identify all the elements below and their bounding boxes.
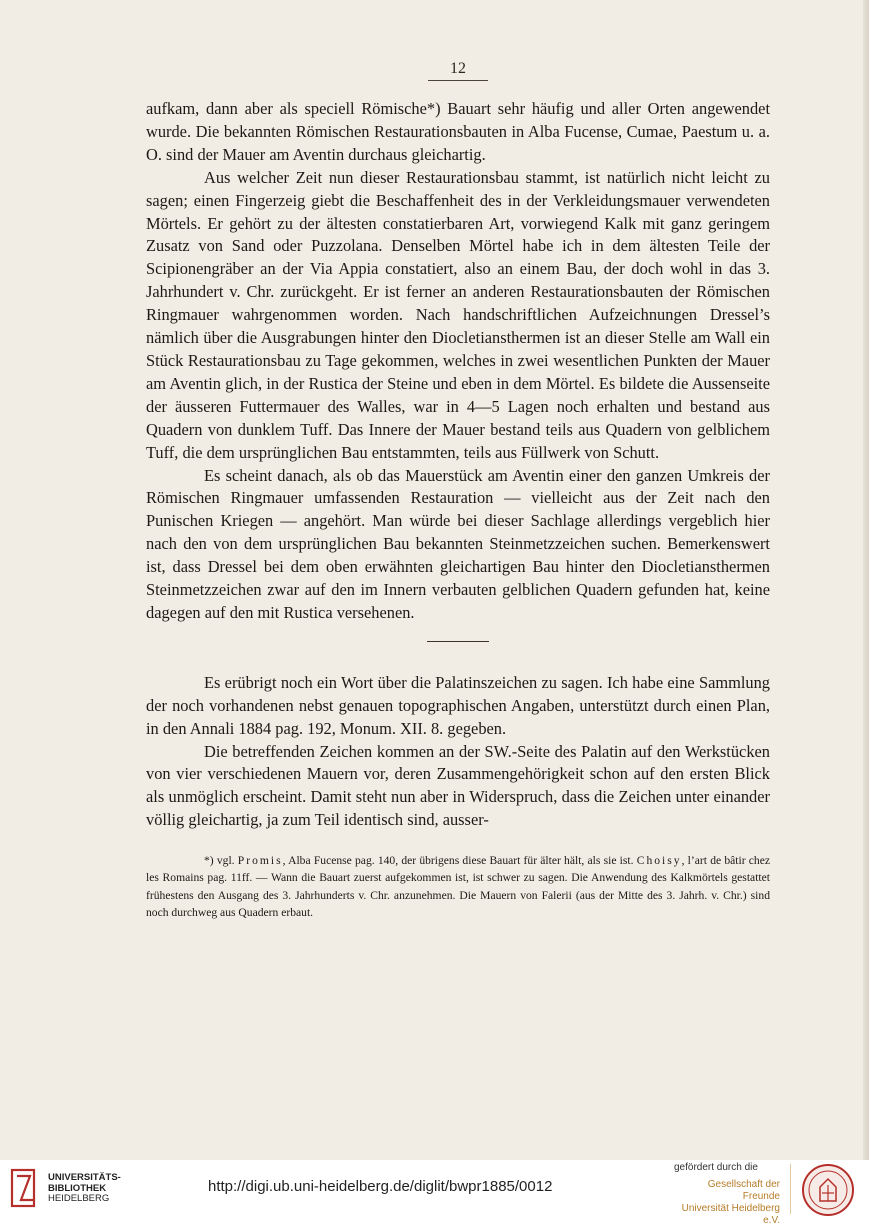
paragraph-1: aufkam, dann aber als speciell Römische*) Bauart sehr häufig und aller Orten angewendet wurde. Die bekannten Römischen Restaurationsbauten in Alba Fucense, Cumae, Paestum u. a. O. sind der Mauer am Aventin durchaus gleichartig. bbox=[146, 99, 770, 164]
paragraph-2: Aus welcher Zeit nun dieser Restaurationsbau stammt, ist natürlich nicht leicht zu sagen; einen Fingerzeig giebt die Beschaffenheit des in der Verkleidungsmauer verwendeten Mörtels. Er gehört zu der ältesten constatierbaren Art, vorwiegend Kalk mit ganz geringem Zusatz von Sand oder Puzzolana. Denselben Mörtel habe ich in dem ältesten Teile der Scipionengräber an der Via Appia constatiert, also an einem Bau, der doch wohl in das 3. Jahrhundert v. Chr. zurückgeht. Er ist ferner an anderen Restaurationsbauten der Römischen Ringmauer wahrgenommen worden. Nach handschriftlichen Aufzeichnungen Dressel’s nämlich über die Ausgrabungen hinter den Diocletiansthermen ist an dieser Stelle am Wall ein Stück Restaurationsbau zu Tage gekommen, welches in zwei wesentlichen Punkten der Mauer am Aventin glich, in der Rustica der Steine und eben in dem Mörtel. Es bildete die Aussenseite der äusseren Futtermauer des Walles, war in 4—5 Lagen noch erhalten und bestand aus Quadern von dunklem Tuff. Das Innere der Mauer bestand teils aus Quadern von gelblichem Tuff, die dem ursprünglichen Bau entstammten, teils aus Füllwerk von Schutt. bbox=[146, 167, 770, 462]
library-line-3: HEIDELBERG bbox=[48, 1193, 110, 1204]
paragraph-4: Es erübrigt noch ein Wort über die Palatinszeichen zu sagen. Ich habe eine Sammlung der noch vorhandenen nebst genauen topographischen Angaben, unterstützt durch einen Plan, in den Annali 1884 pag. 192, Monum. XII. 8. gegeben. bbox=[146, 672, 770, 738]
paragraph-5: Die betreffenden Zeichen kommen an der SW.-Seite des Palatin auf den Werkstücken von vier verschiedenen Mauern vor, deren Zusammengehörigkeit schon auf den ersten Blick als unmöglich erscheint. Damit steht nun aber in Widerspruch, dass die Zeichen unter einander völlig gleichartig, ja zum Teil identisch sind, ausser- bbox=[146, 741, 770, 830]
university-seal-icon bbox=[801, 1163, 855, 1217]
permalink-url[interactable]: http://digi.ub.uni-heidelberg.de/diglit/bwpr1885/0012 bbox=[208, 1178, 553, 1195]
university-library-name bbox=[48, 1173, 121, 1205]
footnote-text-2: , l’art de bâtir chez les Romains pag. 11ff. — Wann die Bauart zuerst aufgekommen ist, ist schwer zu sagen. Die Anwendung des Kalkmörtels gestattet frühestens den Ausgang des 3. Jahrhunderts v. Chr. anzunehmen. Die Mauern von Falerii (aus der Mitte des 3. Jahrh. v. Chr.) sind noch durchweg aus Quadern erbaut. bbox=[146, 854, 770, 920]
sponsor-line-1: Gesellschaft der Freunde bbox=[707, 1179, 780, 1202]
footnote-text-1: , Alba Fucense pag. 140, der übrigens diese Bauart für älter hält, als sie ist. bbox=[282, 854, 634, 868]
library-line-1: UNIVERSITÄTS- bbox=[48, 1172, 121, 1183]
sponsor-line-2: Universität Heidelberg e.V. bbox=[681, 1203, 780, 1226]
sponsor-label: gefördert durch die bbox=[674, 1162, 758, 1173]
footnote-author-promis: Promis bbox=[237, 854, 283, 868]
library-line-2: BIBLIOTHEK bbox=[48, 1182, 107, 1194]
page-number-rule bbox=[428, 80, 488, 81]
sponsor-separator bbox=[790, 1164, 791, 1214]
footnote bbox=[146, 852, 770, 921]
footnote-text bbox=[146, 852, 770, 921]
footnote-author-choisy: Choisy bbox=[636, 854, 682, 868]
section-divider bbox=[427, 641, 489, 642]
footnote-marker: *) vgl. bbox=[204, 854, 235, 868]
paragraph-3: Es scheint danach, als ob das Mauerstück am Aventin einer den ganzen Umkreis der Römischen Ringmauer umfassenden Restauration — vielleicht aus der Zeit nach den Punischen Kriegen — angehört. Man würde bei dieser Sachlage allerdings vergeblich hier nach den von dem ursprünglichen Bau bekannten Steinmetzzeichen suchen. Bemerkenswert ist, dass Dressel bei dem oben erwähnten gleichartigen Bau hinter den Diocletiansthermen Steinmetzzeichen zwar auf den im Innern verbauten gelblichen Quadern gefunden hat, keine dagegen auf den mit Rustica versehenen. bbox=[146, 465, 770, 622]
university-library-logo-icon bbox=[10, 1166, 40, 1210]
page-number: 12 bbox=[450, 60, 466, 77]
body-text bbox=[146, 98, 770, 921]
sponsor-name bbox=[668, 1179, 780, 1227]
